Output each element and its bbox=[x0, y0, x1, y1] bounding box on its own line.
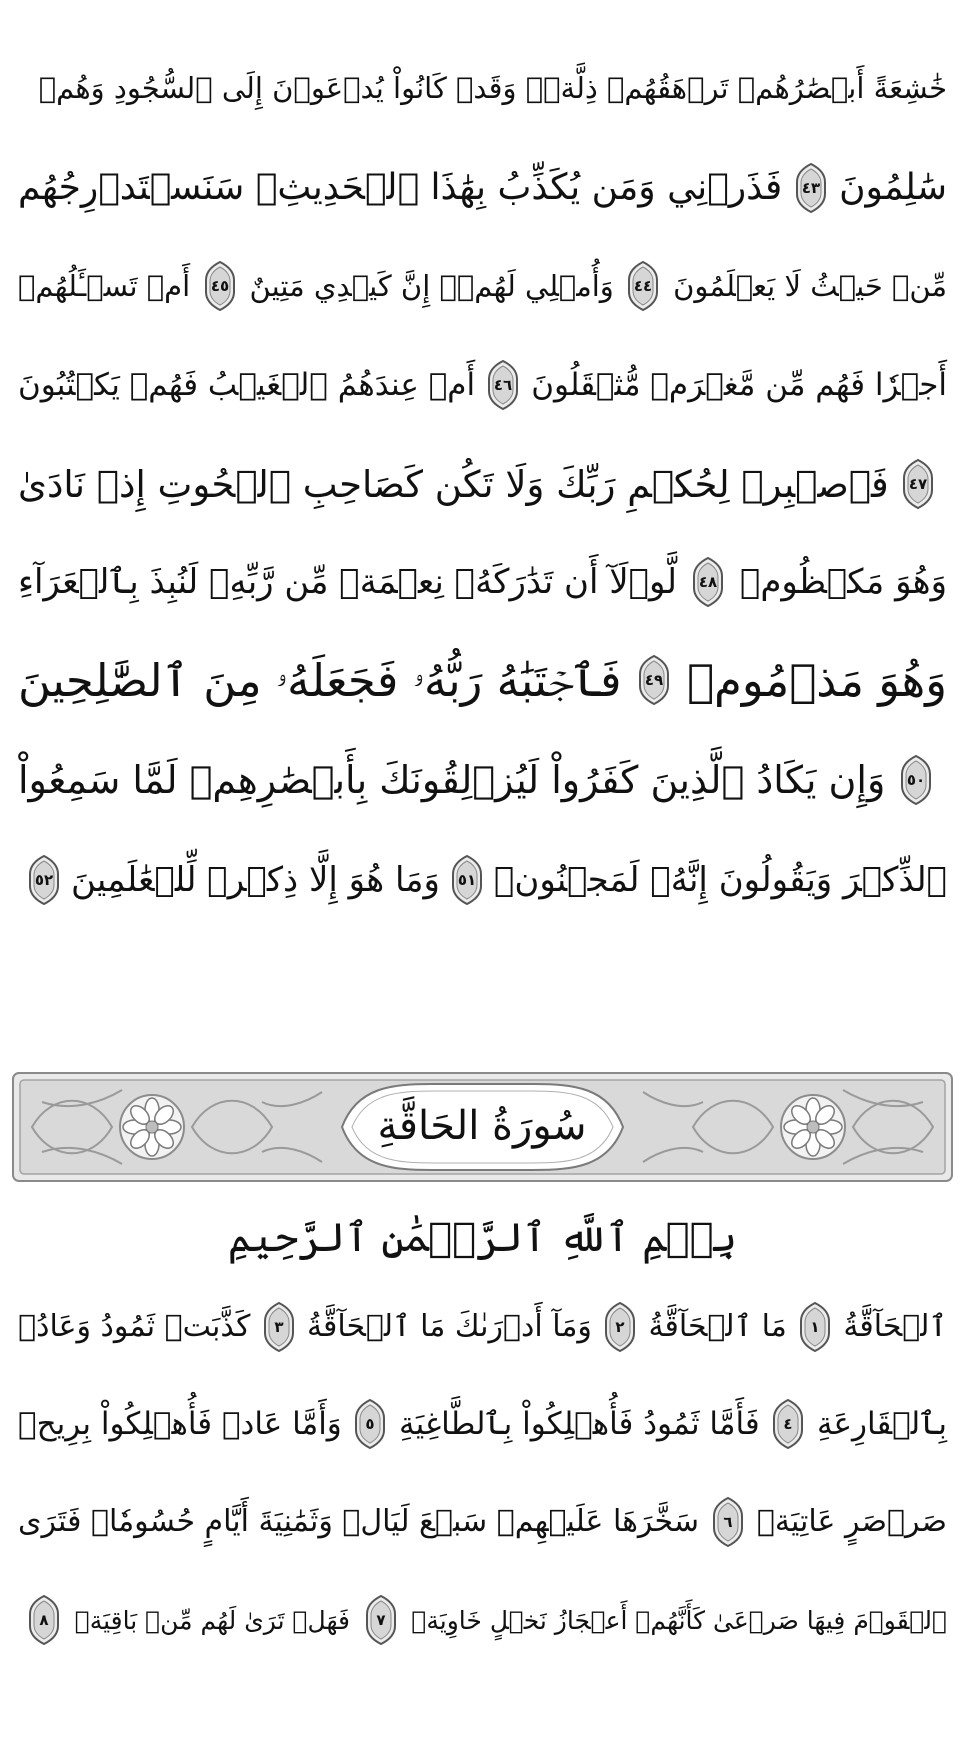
verse-text: مِّنۡ حَيۡثُ لَا يَعۡلَمُونَ bbox=[673, 268, 947, 303]
ayah-end-marker-icon bbox=[688, 556, 728, 608]
verse-line-3 bbox=[18, 236, 947, 336]
verse-line-6 bbox=[18, 532, 947, 632]
verse-text: وَهُوَ مَكۡظُومٞ bbox=[739, 562, 947, 602]
verse-text: سَٰلِمُونَ bbox=[839, 167, 947, 208]
verse-line-11 bbox=[18, 1374, 947, 1474]
verse-text: أَجۡرٗا فَهُم مِّن مَّغۡرَمٖ مُّثۡقَلُونَ bbox=[531, 366, 947, 403]
verse-text: ٱلۡقَوۡمَ فِيهَا صَرۡعَىٰ كَأَنَّهُمۡ أَعۡجَازُ نَخۡلٍ خَاوِيَةٖ bbox=[411, 1605, 947, 1635]
verse-text: وَمَآ أَدۡرَىٰكَ مَا ٱلۡحَآقَّةُ bbox=[306, 1309, 592, 1344]
ayah-end-marker-icon bbox=[447, 854, 487, 906]
verse-text: خَٰشِعَةً أَبۡصَٰرُهُمۡ تَرۡهَقُهُمۡ ذِلَّةٞۖ وَقَدۡ كَانُواْ يُدۡعَوۡنَ إِلَى ٱلسُّجُودِ وَهُمۡ bbox=[38, 70, 947, 105]
verse-text: فَذَرۡنِي وَمَن يُكَذِّبُ بِهَٰذَا ٱلۡحَدِيثِۖ سَنَسۡتَدۡرِجُهُم bbox=[18, 167, 783, 208]
verse-line-2 bbox=[18, 138, 947, 238]
rosette-left-icon bbox=[120, 1095, 184, 1159]
verse-text: فَٱصۡبِرۡ لِحُكۡمِ رَبِّكَ وَلَا تَكُن كَصَاحِبِ ٱلۡحُوتِ إِذۡ نَادَىٰ bbox=[18, 462, 889, 506]
ayah-number: ٤٩ bbox=[645, 671, 664, 689]
verse-text: كَذَّبَتۡ ثَمُودُ وَعَادُۢ bbox=[18, 1309, 251, 1344]
ayah-number: ٥٢ bbox=[34, 871, 54, 889]
ayah-number: ٥ bbox=[365, 1415, 375, 1433]
ayah-end-marker-icon bbox=[623, 260, 663, 312]
verse-line-8 bbox=[18, 730, 947, 830]
ayah-number: ٢ bbox=[615, 1318, 625, 1336]
verse-line-7 bbox=[18, 630, 947, 730]
verse-line-4 bbox=[18, 335, 947, 435]
surah-title: سُورَةُ الحَاقَّةِ bbox=[377, 1103, 587, 1149]
ayah-end-marker-icon bbox=[483, 359, 523, 411]
ayah-end-marker-icon bbox=[634, 654, 674, 706]
ayah-end-marker-icon bbox=[24, 1594, 64, 1646]
verse-text: فَأَمَّا ثَمُودُ فَأُهۡلِكُواْ بِٱلطَّاغِيَةِ bbox=[398, 1405, 760, 1442]
ayah-end-marker-icon bbox=[791, 162, 831, 214]
verse-text: وَإِن يَكَادُ ٱلَّذِينَ كَفَرُواْ لَيُزۡلِقُونَكَ بِأَبۡصَٰرِهِمۡ لَمَّا سَمِعُواْ bbox=[18, 758, 886, 802]
ayah-number: ٤٣ bbox=[801, 179, 820, 197]
ayah-end-marker-icon bbox=[200, 260, 240, 312]
verse-line-5 bbox=[18, 434, 947, 534]
ayah-end-marker-icon bbox=[768, 1398, 808, 1450]
ayah-number: ٤٤ bbox=[634, 277, 653, 295]
ayah-end-marker-icon bbox=[350, 1398, 390, 1450]
verse-text: بِٱلۡقَارِعَةِ bbox=[816, 1405, 947, 1442]
ayah-number: ١ bbox=[810, 1318, 820, 1336]
verse-text: أَمۡ تَسۡـَٔلُهُمۡ bbox=[18, 268, 191, 303]
ayah-number: ٥١ bbox=[457, 871, 477, 889]
verse-text: فَٱجۡتَبَٰهُ رَبُّهُۥ فَجَعَلَهُۥ مِنَ ٱلصَّٰلِحِينَ bbox=[18, 653, 622, 707]
ayah-number: ٤٧ bbox=[908, 475, 927, 493]
verse-text: وَأَمَّا عَادٞ فَأُهۡلِكُواْ بِرِيحٖ bbox=[18, 1405, 342, 1442]
verse-text: وَهُوَ مَذۡمُومٞ bbox=[687, 653, 947, 707]
verse-line-12 bbox=[18, 1472, 947, 1572]
verse-text: ٱلذِّكۡرَ وَيَقُولُونَ إِنَّهُۥ لَمَجۡنُونٞ bbox=[493, 860, 947, 900]
verse-text: صَرۡصَرٍ عَاتِيَةٖ bbox=[756, 1504, 947, 1539]
ayah-number: ٥٠ bbox=[907, 771, 926, 789]
verse-text: ٱلۡحَآقَّةُ bbox=[843, 1309, 947, 1344]
verse-text: أَمۡ عِندَهُمُ ٱلۡغَيۡبُ فَهُمۡ يَكۡتُبُونَ bbox=[18, 366, 476, 403]
verse-line-9 bbox=[18, 830, 947, 930]
ayah-number: ٧ bbox=[376, 1611, 386, 1629]
ayah-number: ٤٨ bbox=[699, 573, 718, 591]
basmala: بِسۡمِ ٱللَّهِ ٱلرَّحۡمَٰنِ ٱلرَّحِيمِ bbox=[227, 1215, 738, 1261]
verse-text: لَّوۡلَآ أَن تَدَٰرَكَهُۥ نِعۡمَةٞ مِّن رَّبِّهِۦ لَنُبِذَ بِٱلۡعَرَآءِ bbox=[18, 562, 677, 602]
ayah-end-marker-icon bbox=[896, 754, 936, 806]
verse-text: وَمَا هُوَ إِلَّا ذِكۡرٞ لِّلۡعَٰلَمِينَ bbox=[71, 860, 440, 900]
ayah-end-marker-icon bbox=[259, 1301, 299, 1353]
ayah-end-marker-icon bbox=[361, 1594, 401, 1646]
rosette-right-icon bbox=[781, 1095, 845, 1159]
ayah-number: ٦ bbox=[723, 1513, 733, 1531]
ayah-end-marker-icon bbox=[600, 1301, 640, 1353]
ayah-number: ٤٦ bbox=[494, 376, 513, 394]
ayah-number: ٨ bbox=[39, 1611, 49, 1629]
ayah-number: ٤٥ bbox=[210, 277, 229, 295]
verse-line-1 bbox=[18, 38, 947, 138]
verse-text: وَأُمۡلِي لَهُمۡۚ إِنَّ كَيۡدِي مَتِينٌ bbox=[249, 268, 614, 303]
verse-line-13 bbox=[18, 1570, 947, 1670]
verse-line-10 bbox=[18, 1277, 947, 1377]
verse-text: سَخَّرَهَا عَلَيۡهِمۡ سَبۡعَ لَيَالٖ وَثَمَٰنِيَةَ أَيَّامٍ حُسُومٗاۖ فَتَرَى bbox=[18, 1504, 699, 1539]
verse-text: مَا ٱلۡحَآقَّةُ bbox=[648, 1309, 787, 1344]
ayah-end-marker-icon bbox=[795, 1301, 835, 1353]
surah-header-banner bbox=[12, 1072, 953, 1182]
verse-text: فَهَلۡ تَرَىٰ لَهُم مِّنۢ بَاقِيَةٖ bbox=[74, 1605, 350, 1635]
ayah-end-marker-icon bbox=[898, 458, 938, 510]
ayah-number: ٤ bbox=[783, 1415, 793, 1433]
ayah-end-marker-icon bbox=[24, 854, 64, 906]
ayah-end-marker-icon bbox=[708, 1496, 748, 1548]
ayah-number: ٣ bbox=[274, 1318, 284, 1336]
